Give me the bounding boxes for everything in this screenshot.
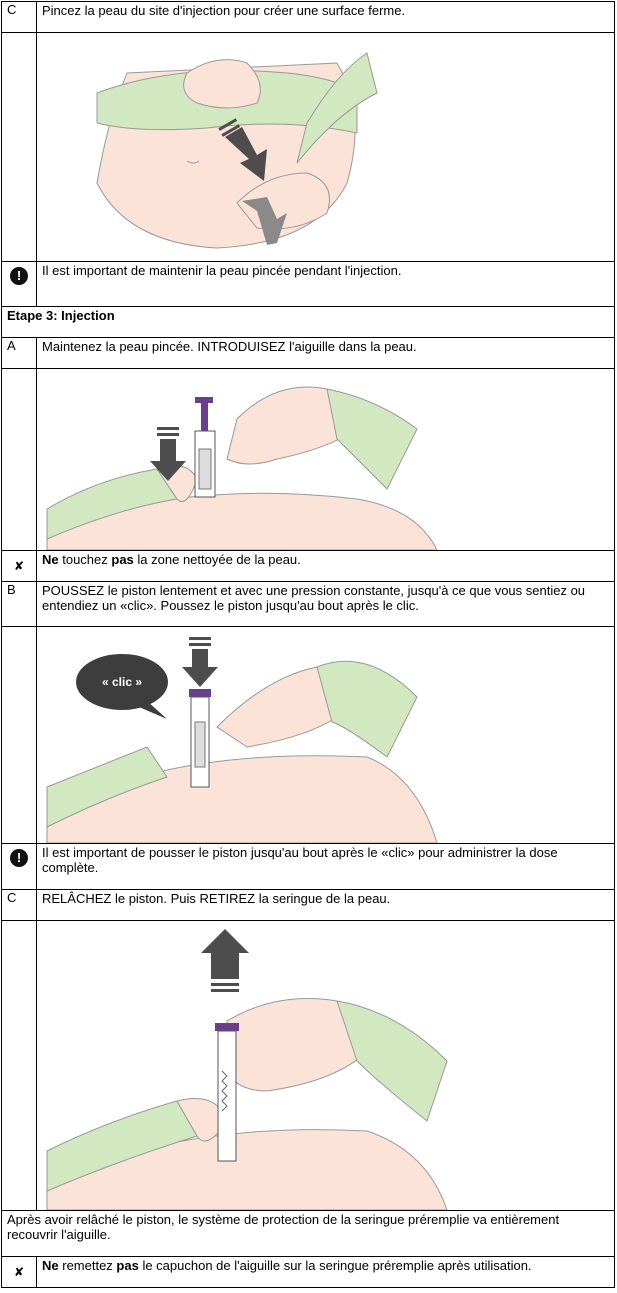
- protection-note-row: Après avoir relâché le piston, le système de protection de la seringue préremplie va entièrement recouvrir l'aiguille.: [2, 1211, 615, 1257]
- warning-row: ! Il est important de pousser le piston jusqu'au bout après le «clic» pour administrer la dose complète.: [2, 844, 615, 890]
- step-3-heading-row: [2, 307, 615, 338]
- step-text: Pincez la peau du site d'injection pour créer une surface ferme.: [37, 2, 615, 33]
- exclamation-icon: !: [10, 267, 28, 285]
- insert-needle-illustration-row: [2, 369, 615, 551]
- insert-needle-illustration: [37, 369, 615, 551]
- svg-text:« clic »: « clic »: [101, 675, 143, 689]
- step-b-row: B POUSSEZ le piston lentement et avec une pression constante, jusqu'à ce que vous sentiez ou entendiez un «clic». Poussez le piston jusqu'au bout après le clic.: [2, 582, 615, 627]
- arrow-up-icon: [201, 929, 249, 992]
- pinch-illustration-row: [2, 33, 615, 262]
- section-title: Etape 3: Injection: [2, 307, 615, 338]
- arrow-down-icon: [182, 637, 218, 687]
- pinch-illustration: [37, 33, 615, 262]
- cross-icon: ✘: [13, 559, 25, 573]
- caution-row: ✘ Ne touchez pas la zone nettoyée de la peau.: [2, 551, 615, 582]
- instruction-table: [1, 1, 615, 1288]
- push-plunger-illustration: [37, 627, 615, 844]
- remove-syringe-illustration-row: [2, 921, 615, 1211]
- speech-bubble: [76, 654, 168, 719]
- push-plunger-illustration-row: [2, 627, 615, 844]
- step-c-pinch-row: [2, 2, 615, 33]
- step-label: B: [2, 582, 37, 627]
- exclamation-icon: !: [10, 849, 28, 867]
- caution-row: ✘ Ne remettez pas le capuchon de l'aiguille sur la seringue préremplie après utilisation.: [2, 1257, 615, 1288]
- step-label: C: [2, 890, 37, 921]
- remove-syringe-illustration: [37, 921, 615, 1211]
- step-label: C: [2, 2, 37, 33]
- cross-icon: ✘: [13, 1265, 25, 1279]
- step-a-row: A Maintenez la peau pincée. INTRODUISEZ l'aiguille dans la peau.: [2, 338, 615, 369]
- step-c-release-row: C RELÂCHEZ le piston. Puis RETIREZ la seringue de la peau.: [2, 890, 615, 921]
- step-label: A: [2, 338, 37, 369]
- warning-row: ! Il est important de maintenir la peau pincée pendant l'injection.: [2, 262, 615, 307]
